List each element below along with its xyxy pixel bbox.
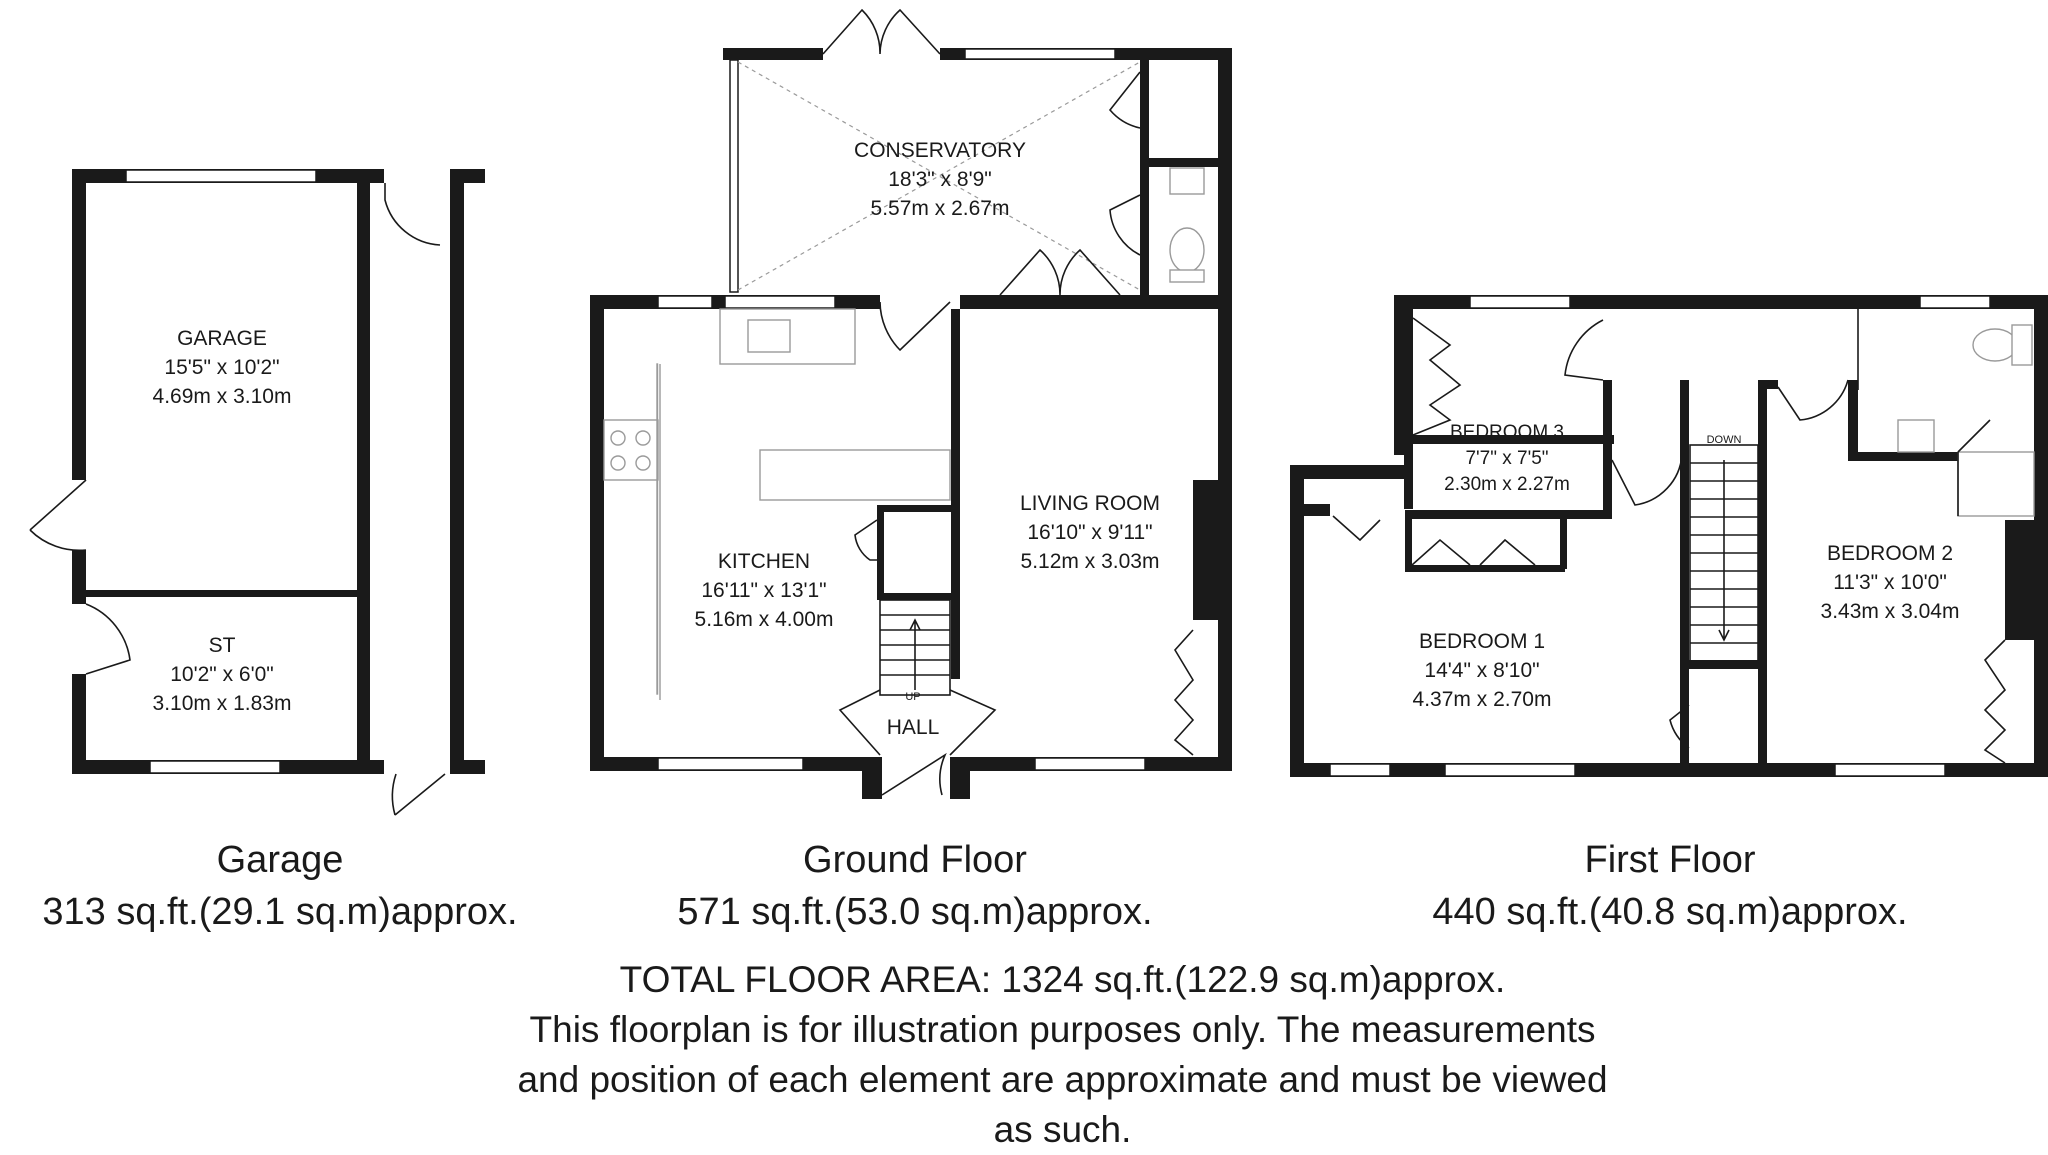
svg-text:16'10" x 9'11" — [1027, 521, 1152, 544]
plan-title: First Floor — [1584, 839, 1756, 881]
room-metric: 3.43m x 3.04m — [1820, 600, 1960, 623]
svg-text:BEDROOM 2 — [1827, 542, 1953, 565]
svg-text:4.69m x 3.10m — [153, 385, 292, 408]
garage-plan — [30, 168, 485, 815]
garage-caption — [0, 834, 560, 938]
total-floor-area: TOTAL FLOOR AREA: 1324 sq.ft.(122.9 sq.m)approx. — [619, 959, 1506, 1000]
room-name: BEDROOM 1 — [1418, 630, 1546, 653]
room-metric: 3.10m x 1.83m — [152, 692, 292, 715]
svg-text:BEDROOM 3 — [1450, 422, 1564, 443]
svg-text:10'2" x 6'0" — [170, 663, 274, 686]
stair-label: DOWN — [1706, 434, 1742, 446]
svg-text:DOWN — [1707, 434, 1742, 446]
room-metric: 5.16m x 4.00m — [694, 608, 834, 631]
room-name: ST — [208, 634, 236, 657]
room-name: BEDROOM 3 — [1449, 422, 1565, 443]
svg-text:ST — [209, 634, 236, 657]
svg-text:2.30m x 2.27m — [1444, 474, 1570, 495]
svg-text:5.16m x 4.00m — [695, 608, 834, 631]
plan-area: 313 sq.ft.(29.1 sq.m)approx. — [42, 891, 518, 933]
room-imperial: 10'2" x 6'0" — [170, 663, 274, 686]
footer-notes — [300, 955, 1825, 1155]
room-name: GARAGE — [177, 327, 267, 350]
ground-floor-caption — [620, 834, 1210, 938]
svg-text:BEDROOM 1 — [1419, 630, 1545, 653]
plan-title: Garage — [216, 839, 344, 881]
svg-text:CONSERVATORY — [854, 139, 1026, 162]
room-imperial: 18'3" x 8'9" — [888, 168, 992, 191]
svg-text:UP — [905, 691, 920, 703]
first-floor-plan — [1290, 295, 2048, 777]
svg-text:11'3" x 10'0" — [1833, 571, 1947, 594]
room-metric: 4.37m x 2.70m — [1412, 688, 1552, 711]
room-imperial: 14'4" x 8'10" — [1424, 659, 1540, 682]
first-floor-caption — [1370, 834, 1970, 938]
room-metric: 5.57m x 2.67m — [870, 197, 1010, 220]
room-metric: 2.30m x 2.27m — [1444, 474, 1570, 495]
svg-text:5.12m x 3.03m — [1021, 550, 1160, 573]
svg-text:5.57m x 2.67m — [871, 197, 1010, 220]
svg-text:3.43m x 3.04m — [1821, 600, 1960, 623]
room-name: CONSERVATORY — [854, 139, 1026, 162]
svg-text:7'7" x 7'5" — [1465, 448, 1548, 469]
svg-text:LIVING ROOM — [1020, 492, 1160, 515]
ground-floor-plan — [590, 10, 1232, 799]
svg-text:HALL — [887, 716, 940, 739]
disclaimer-line: as such. — [993, 1109, 1132, 1150]
svg-text:KITCHEN — [718, 550, 810, 573]
svg-text:GARAGE — [177, 327, 267, 350]
disclaimer-line: and position of each element are approximate and must be viewed — [517, 1059, 1608, 1100]
svg-text:3.10m x 1.83m — [153, 692, 292, 715]
room-name: HALL — [886, 716, 940, 739]
room-imperial: 7'7" x 7'5" — [1465, 448, 1549, 469]
svg-text:15'5" x 10'2" — [164, 356, 279, 379]
svg-text:18'3" x 8'9" — [888, 168, 992, 191]
room-imperial: 11'3" x 10'0" — [1833, 571, 1947, 594]
room-imperial: 16'10" x 9'11" — [1027, 521, 1153, 544]
room-metric: 5.12m x 3.03m — [1020, 550, 1160, 573]
plan-area: 571 sq.ft.(53.0 sq.m)approx. — [677, 891, 1153, 933]
svg-text:16'11" x 13'1" — [701, 579, 826, 602]
room-imperial: 15'5" x 10'2" — [164, 356, 280, 379]
svg-text:14'4" x 8'10" — [1424, 659, 1539, 682]
room-name: LIVING ROOM — [1019, 492, 1161, 515]
room-name: KITCHEN — [717, 550, 811, 573]
room-imperial: 16'11" x 13'1" — [701, 579, 827, 602]
plan-title: Ground Floor — [803, 839, 1027, 881]
svg-text:4.37m x 2.70m — [1413, 688, 1552, 711]
disclaimer-line: This floorplan is for illustration purposes only. The measurements — [529, 1009, 1596, 1050]
stair-label: UP — [905, 691, 921, 703]
plan-area: 440 sq.ft.(40.8 sq.m)approx. — [1432, 891, 1908, 933]
room-metric: 4.69m x 3.10m — [152, 385, 292, 408]
room-name: BEDROOM 2 — [1826, 542, 1954, 565]
